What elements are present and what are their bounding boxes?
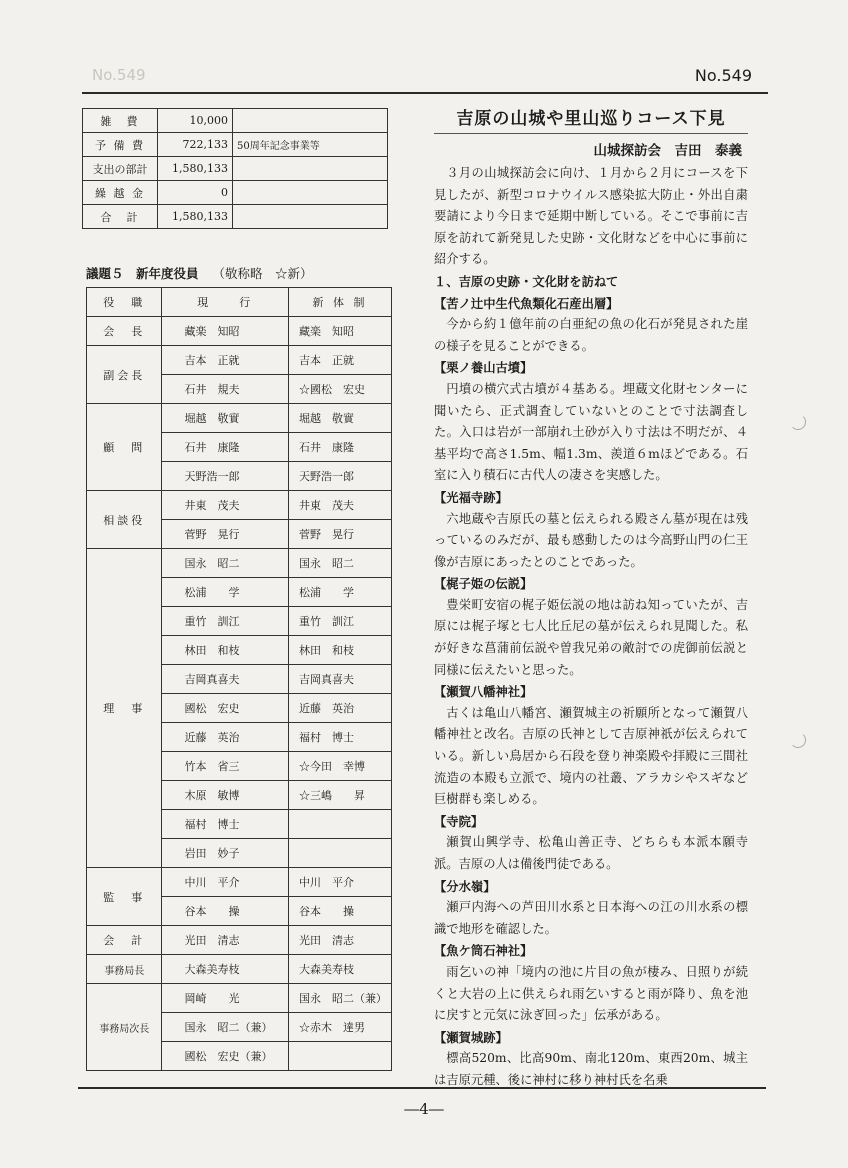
new-officer: 林田 和枝 xyxy=(289,636,392,665)
table-row xyxy=(87,404,392,433)
item-text: 六地蔵や吉原氏の墓と伝えられる殿さん墓が現在は残っているのみだが、最も感動したのは今高野山門の仁王像が吉原にあったとのことであった。 xyxy=(434,511,748,569)
item-text: 瀬賀山興学寺、松亀山善正寺、どちらも本派本願寺派。吉原の人は備後門徒である。 xyxy=(434,835,748,871)
current-officer: 福村 博士 xyxy=(162,810,289,839)
item-heading: 【光福寺跡】 xyxy=(434,489,508,505)
item-heading: 【瀬賀八幡神社】 xyxy=(434,684,533,700)
issue-number: No.549 xyxy=(694,66,752,85)
role-cell: 相談役 xyxy=(87,491,162,549)
item-text: 今から約１億年前の白亜紀の魚の化石が発見された崖の様子を見ることができる。 xyxy=(434,317,748,353)
current-officer: 近藤 英治 xyxy=(162,723,289,752)
budget-note xyxy=(233,109,388,133)
new-officer: 国永 昭二（兼） xyxy=(289,984,392,1013)
current-officer: 藏楽 知昭 xyxy=(162,317,289,346)
new-officer: 国永 昭二 xyxy=(289,549,392,578)
new-officer: 光田 清志 xyxy=(289,926,392,955)
current-officer: 岡崎 光 xyxy=(162,984,289,1013)
current-officer: 國松 宏史（兼） xyxy=(162,1042,289,1071)
punch-hole-icon xyxy=(790,732,806,748)
table-header-row xyxy=(87,288,392,317)
item-text: 豊栄町安宿の梶子姫伝説の地は訪ね知っていたが、吉原には梶子塚と七人比丘尼の墓が伝えられ見聞した。私が好きな菖蒲前伝説や曽我兄弟の敵討での虎御前伝説と同様に伝えたいと思った。 xyxy=(434,597,748,677)
new-officer: 松浦 学 xyxy=(289,578,392,607)
new-officer: 井東 茂夫 xyxy=(289,491,392,520)
item-text: 標高520m、比高90m、南北120m、東西20m、城主は吉原元種、後に神村に移り神村氏を名乗 xyxy=(434,1051,748,1087)
new-officer: 重竹 訓江 xyxy=(289,607,392,636)
current-officer: 吉本 正就 xyxy=(162,346,289,375)
current-officer: 吉岡真喜夫 xyxy=(162,665,289,694)
column-header: 役 職 xyxy=(87,288,162,317)
table-row xyxy=(83,181,388,205)
section-heading: １、吉原の史跡・文化財を訪ねて xyxy=(434,273,619,289)
item-text: 瀬戸内海への芦田川水系と日本海への江の川水系の標識で地形を確認した。 xyxy=(434,900,748,936)
current-officer: 光田 清志 xyxy=(162,926,289,955)
table-row xyxy=(83,133,388,157)
role-cell: 副会長 xyxy=(87,346,162,404)
header-rule xyxy=(82,92,768,94)
item-heading: 【苦ノ辻中生代魚類化石産出層】 xyxy=(434,295,619,311)
table-row xyxy=(83,157,388,181)
column-header: 新 体 制 xyxy=(289,288,392,317)
current-officer: 石井 康隆 xyxy=(162,433,289,462)
new-officer: 福村 博士 xyxy=(289,723,392,752)
table-row xyxy=(87,346,392,375)
role-cell: 顧 問 xyxy=(87,404,162,491)
new-officer: 中川 平介 xyxy=(289,868,392,897)
current-officer: 中川 平介 xyxy=(162,868,289,897)
new-officer: 吉岡真喜夫 xyxy=(289,665,392,694)
new-officer: 大森美寿枝 xyxy=(289,955,392,984)
item-heading: 【魚ケ筒石神社】 xyxy=(434,943,533,959)
role-cell: 会 計 xyxy=(87,926,162,955)
new-officer: ☆今田 幸博 xyxy=(289,752,392,781)
new-officer: ☆國松 宏史 xyxy=(289,375,392,404)
role-cell: 理 事 xyxy=(87,549,162,868)
agenda-title xyxy=(86,264,313,282)
budget-note xyxy=(233,181,388,205)
table-row xyxy=(83,109,388,133)
article-intro: ３月の山城探訪会に向け、１月から２月にコースを下見したが、新型コロナウイルス感染拡大防止・外出自粛要請により今日まで延期中断している。そこで事前に吉原を訪れて新発見した史跡・文化財などを中心に事前に紹介する。 xyxy=(434,166,748,267)
current-officer: 井東 茂夫 xyxy=(162,491,289,520)
current-officer: 重竹 訓江 xyxy=(162,607,289,636)
new-officer: 谷本 操 xyxy=(289,897,392,926)
column-header: 現 行 xyxy=(162,288,289,317)
current-officer: 谷本 操 xyxy=(162,897,289,926)
item-heading: 【瀬賀城跡】 xyxy=(434,1029,508,1045)
budget-table xyxy=(82,108,388,229)
table-row xyxy=(87,926,392,955)
page-number: ―4― xyxy=(404,1100,444,1118)
item-heading: 【梶子姫の伝説】 xyxy=(434,576,533,592)
table-row xyxy=(87,549,392,578)
table-row xyxy=(87,984,392,1013)
role-cell: 事務局長 xyxy=(87,955,162,984)
budget-amount: 0 xyxy=(158,181,233,205)
new-officer: ☆赤木 達男 xyxy=(289,1013,392,1042)
budget-note xyxy=(233,157,388,181)
current-officer: 天野浩一郎 xyxy=(162,462,289,491)
budget-item: 繰 越 金 xyxy=(83,181,158,205)
current-officer: 菅野 晃行 xyxy=(162,520,289,549)
table-row xyxy=(87,955,392,984)
budget-item: 雑 費 xyxy=(83,109,158,133)
agenda-subtitle: （敬称略 ☆新） xyxy=(212,266,313,281)
punch-hole-icon xyxy=(790,414,806,430)
item-text: 雨乞いの神「境内の池に片目の魚が棲み、日照りが続くと大岩の上に供えられ雨乞いすると雨が降り、魚を池に戻すと元気に泳ぎ回った」伝承がある。 xyxy=(434,964,748,1023)
budget-item: 予 備 費 xyxy=(83,133,158,157)
item-heading: 【寺院】 xyxy=(434,813,484,829)
current-officer: 大森美寿枝 xyxy=(162,955,289,984)
role-cell: 会 長 xyxy=(87,317,162,346)
header-ghost-number: No.549 xyxy=(92,66,146,84)
budget-amount: 1,580,133 xyxy=(158,157,233,181)
article xyxy=(434,104,748,1092)
table-row xyxy=(87,317,392,346)
table-row xyxy=(83,205,388,229)
officers-table xyxy=(86,287,392,1071)
new-officer: 藏楽 知昭 xyxy=(289,317,392,346)
new-officer: 天野浩一郎 xyxy=(289,462,392,491)
current-officer: 石井 規夫 xyxy=(162,375,289,404)
current-officer: 竹本 省三 xyxy=(162,752,289,781)
table-row xyxy=(87,491,392,520)
article-title: 吉原の山城や里山巡りコース下見 xyxy=(434,104,748,134)
budget-amount: 1,580,133 xyxy=(158,205,233,229)
budget-amount: 10,000 xyxy=(158,109,233,133)
new-officer xyxy=(289,810,392,839)
new-officer: 吉本 正就 xyxy=(289,346,392,375)
item-text: 円墳の横穴式古墳が４基ある。埋蔵文化財センターに聞いたら、正式調査していないとのことで寸法調査した。入口は岩が一部崩れ土砂が入り寸法は不明だが、４基平均で高さ1.5m、幅1.3m、羨道６mほどである。石室に入り積石に古代人の凄さを実感した。 xyxy=(434,381,748,483)
budget-amount: 722,133 xyxy=(158,133,233,157)
current-officer: 堀越 敬實 xyxy=(162,404,289,433)
budget-note xyxy=(233,205,388,229)
current-officer: 國松 宏史 xyxy=(162,694,289,723)
new-officer: 堀越 敬實 xyxy=(289,404,392,433)
item-heading: 【分水嶺】 xyxy=(434,878,496,894)
budget-note: 50周年記念事業等 xyxy=(233,133,388,157)
article-author: 山城探訪会 吉田 泰義 xyxy=(593,143,742,159)
item-text: 古くは亀山八幡宮、瀬賀城主の祈願所となって瀬賀八幡神社と改名。吉原の氏神として吉原神祇が伝えられている。新しい鳥居から石段を登り神楽殿や拝殿に三間社流造の本殿も立派で、境内の社叢、アラカシやスギなど巨樹群も楽しめる。 xyxy=(434,705,748,807)
role-cell: 監 事 xyxy=(87,868,162,926)
agenda-title-text: 議題５ 新年度役員 xyxy=(86,266,199,281)
new-officer xyxy=(289,1042,392,1071)
current-officer: 岩田 妙子 xyxy=(162,839,289,868)
new-officer: ☆三嶋 昇 xyxy=(289,781,392,810)
new-officer: 石井 康隆 xyxy=(289,433,392,462)
footer-rule xyxy=(78,1087,766,1089)
current-officer: 国永 昭二 xyxy=(162,549,289,578)
current-officer: 木原 敏博 xyxy=(162,781,289,810)
current-officer: 国永 昭二（兼） xyxy=(162,1013,289,1042)
new-officer: 菅野 晃行 xyxy=(289,520,392,549)
table-row xyxy=(87,868,392,897)
budget-item: 支出の部計 xyxy=(83,157,158,181)
current-officer: 松浦 学 xyxy=(162,578,289,607)
item-heading: 【栗ノ養山古墳】 xyxy=(434,360,533,376)
new-officer xyxy=(289,839,392,868)
new-officer: 近藤 英治 xyxy=(289,694,392,723)
budget-item: 合 計 xyxy=(83,205,158,229)
current-officer: 林田 和枝 xyxy=(162,636,289,665)
role-cell: 事務局次長 xyxy=(87,984,162,1071)
